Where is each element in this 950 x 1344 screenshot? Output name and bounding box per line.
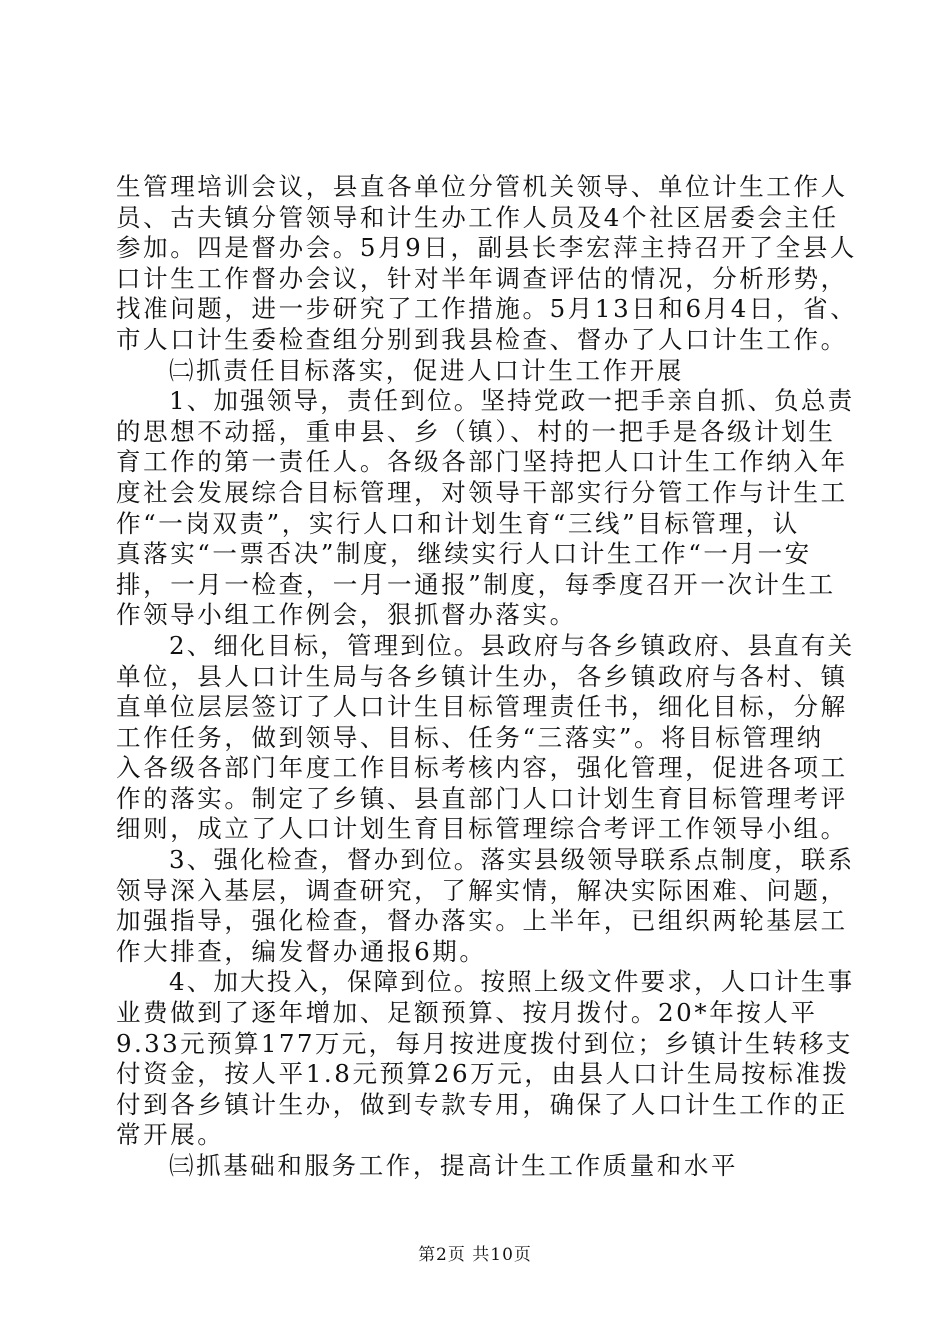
text-line: 的思想不动摇，重申县、乡（镇）、村的一把手是各级计划生 bbox=[116, 416, 836, 446]
body-text bbox=[116, 172, 856, 1182]
text-line: 常开展。 bbox=[116, 1120, 225, 1150]
text-line: 生管理培训会议，县直各单位分管机关领导、单位计生工作人 bbox=[116, 172, 848, 201]
text-line: 细则，成立了人口计划生育目标管理综合考评工作领导小组。 bbox=[116, 814, 848, 844]
text-line: 工作任务，做到领导、目标、任务“三落实”。将目标管理纳 bbox=[116, 722, 824, 752]
text-line: 3、强化检查，督办到位。落实县级领导联系点制度，联系 bbox=[169, 845, 855, 875]
text-line: 1、加强领导，责任到位。坚持党政一把手亲自抓、负总责 bbox=[169, 386, 855, 416]
text-line: ㈡抓责任目标落实，促进人口计生工作开展 bbox=[169, 355, 684, 385]
text-line: 入各级各部门年度工作目标考核内容，强化管理，促进各项工 bbox=[116, 753, 848, 783]
text-line: 真落实“一票否决”制度，继续实行人口计生工作“一月一安 bbox=[116, 539, 812, 569]
text-line: 加强指导，强化检查，督办落实。上半年，已组织两轮基层工 bbox=[116, 906, 848, 936]
text-line: 9.33元预算177万元，每月按进度拨付到位；乡镇计生转移支 bbox=[116, 1028, 853, 1058]
text-line: 市人口计生委检查组分别到我县检查、督办了人口计生工作。 bbox=[116, 324, 848, 354]
text-line: 直单位层层签订了人口计生目标管理责任书，细化目标，分解 bbox=[116, 692, 848, 722]
text-line: 作“一岗双责”，实行人口和计划生育“三线”目标管理，认 bbox=[116, 508, 800, 538]
page-footer bbox=[0, 1240, 950, 1265]
text-line: 单位，县人口计生局与各乡镇计生办，各乡镇政府与各村、镇 bbox=[116, 661, 848, 691]
text-line: 业费做到了逐年增加、足额预算、按月拨付。20*年按人平 bbox=[116, 998, 818, 1028]
text-line: 作大排查，编发督办通报6期。 bbox=[116, 936, 487, 966]
text-line: 度社会发展综合目标管理，对领导干部实行分管工作与计生工 bbox=[116, 477, 848, 507]
text-line: 员、古夫镇分管领导和计生办工作人员及4个社区居委会主任 bbox=[116, 202, 839, 232]
text-line: 找准问题，进一步研究了工作措施。5月13日和6月4日，省、 bbox=[116, 294, 858, 324]
text-line: 作的落实。制定了乡镇、县直部门人口计划生育目标管理考评 bbox=[116, 783, 848, 813]
text-line: ㈢抓基础和服务工作，提高计生工作质量和水平 bbox=[169, 1151, 739, 1180]
text-line: 口计生工作督办会议，针对半年调查评估的情况，分析形势， bbox=[116, 263, 848, 293]
text-line: 参加。四是督办会。5月9日，副县长李宏萍主持召开了全县人 bbox=[116, 233, 857, 263]
text-line: 付到各乡镇计生办，做到专款专用，确保了人口计生工作的正 bbox=[116, 1089, 848, 1119]
text-line: 4、加大投入，保障到位。按照上级文件要求，人口计生事 bbox=[169, 967, 855, 997]
page-number-label: 第2页 共10页 bbox=[418, 1245, 532, 1265]
text-line: 2、细化目标，管理到位。县政府与各乡镇政府、县直有关 bbox=[169, 630, 855, 660]
text-line: 作领导小组工作例会，狠抓督办落实。 bbox=[116, 600, 577, 630]
text-line: 领导深入基层，调查研究，了解实情，解决实际困难、问题， bbox=[116, 875, 848, 905]
text-line: 排，一月一检查，一月一通报”制度，每季度召开一次计生工 bbox=[116, 569, 836, 599]
text-line: 育工作的第一责任人。各级各部门坚持把人口计生工作纳入年 bbox=[116, 447, 848, 477]
text-line: 付资金，按人平1.8元预算26万元，由县人口计生局按标准拨 bbox=[116, 1059, 850, 1089]
